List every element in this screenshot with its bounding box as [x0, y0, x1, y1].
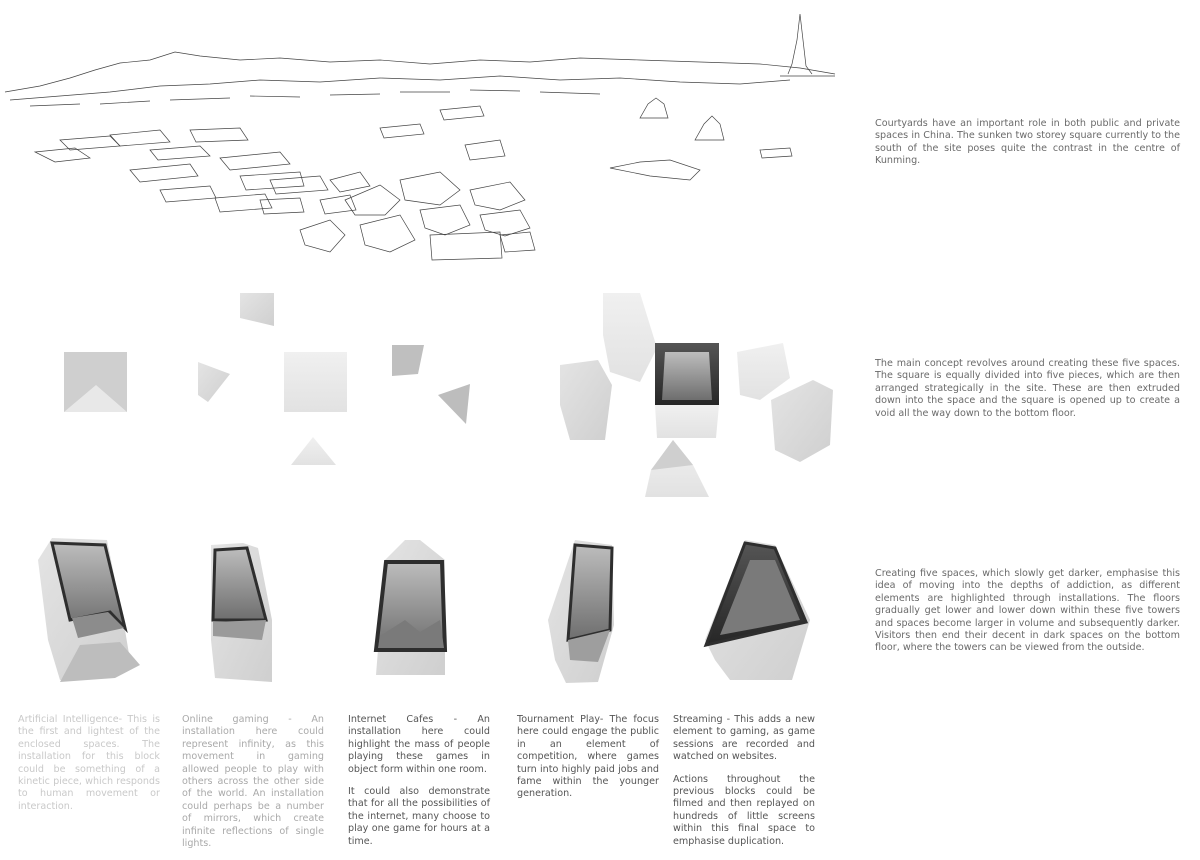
caption-online-gaming	[182, 714, 324, 860]
caption-text: Streaming - This adds a new element to gaming, as game sessions are recorded and watched on websites.	[673, 714, 815, 763]
city-skyline-drawing	[5, 14, 835, 260]
piece-6	[438, 384, 470, 424]
tower-2	[211, 543, 272, 682]
caption-text: Internet Cafes - An installation here could highlight the mass of people playing these games in object form within one room.	[348, 714, 490, 775]
tower-5	[705, 540, 810, 680]
caption-text: Tournament Play- The focus here could engage the public in an element of competition, where games turn into highly paid jobs and fame within the younger generation.	[517, 714, 659, 800]
square-pieces-diagram	[64, 293, 470, 465]
tower-1	[38, 538, 140, 682]
caption-text: Online gaming - An installation here could represent infinity, as this movement in gaming allowed people to play with others across the other side of the world. An installation could perhaps be a number of mirrors, which create infinite reflections of single lights.	[182, 714, 324, 850]
extruded-5	[771, 380, 833, 462]
piece-4	[284, 352, 347, 412]
piece-7	[291, 437, 336, 465]
tower-4	[548, 540, 614, 683]
extruded-pieces-diagram	[560, 293, 833, 497]
caption-text: Actions throughout the previous blocks could be filmed and then replayed on hundreds of little screens within this final space to emphasise duplication.	[673, 773, 815, 847]
extruded-4	[737, 343, 790, 400]
caption-internet-cafes	[348, 714, 490, 858]
caption-artificial-intelligence	[18, 714, 160, 823]
caption-streaming	[673, 714, 815, 858]
concept-paragraph: The main concept revolves around creating these five spaces. The square is equally divided into five pieces, which are then arranged strategically in the site. These are then extruded down into the space and the square is opened up to create a void all the way down to the bottom floor.	[875, 358, 1180, 419]
piece-1	[240, 293, 274, 326]
tower-3	[376, 540, 445, 675]
caption-tournament-play	[517, 714, 659, 811]
caption-text: Artificial Intelligence- This is the first and lightest of the enclosed spaces. The installation for this block could be something of a kinetic piece, which responds to human movement or interaction.	[18, 714, 160, 812]
piece-3	[198, 362, 230, 402]
caption-text: It could also demonstrate that for all the possibilities of the internet, many choose to play one game for hours at a time.	[348, 786, 490, 847]
extruded-1	[603, 293, 657, 382]
darkness-paragraph: Creating five spaces, which slowly get darker, emphasise this idea of moving into the depths of addiction, as different elements are highlighted through installations. The floors gradually get lower and lower down within these five towers and spaces become larger in volume and subsequently darker. Visitors then end their decent in dark spaces on the bottom floor, where the towers can be viewed from the outside.	[875, 568, 1180, 654]
courtyards-paragraph: Courtyards have an important role in both public and private spaces in China. The sunken two storey square currently to the south of the site poses quite the contrast in the centre of Kunming.	[875, 118, 1180, 167]
extruded-2	[560, 360, 612, 440]
piece-5	[392, 345, 424, 376]
